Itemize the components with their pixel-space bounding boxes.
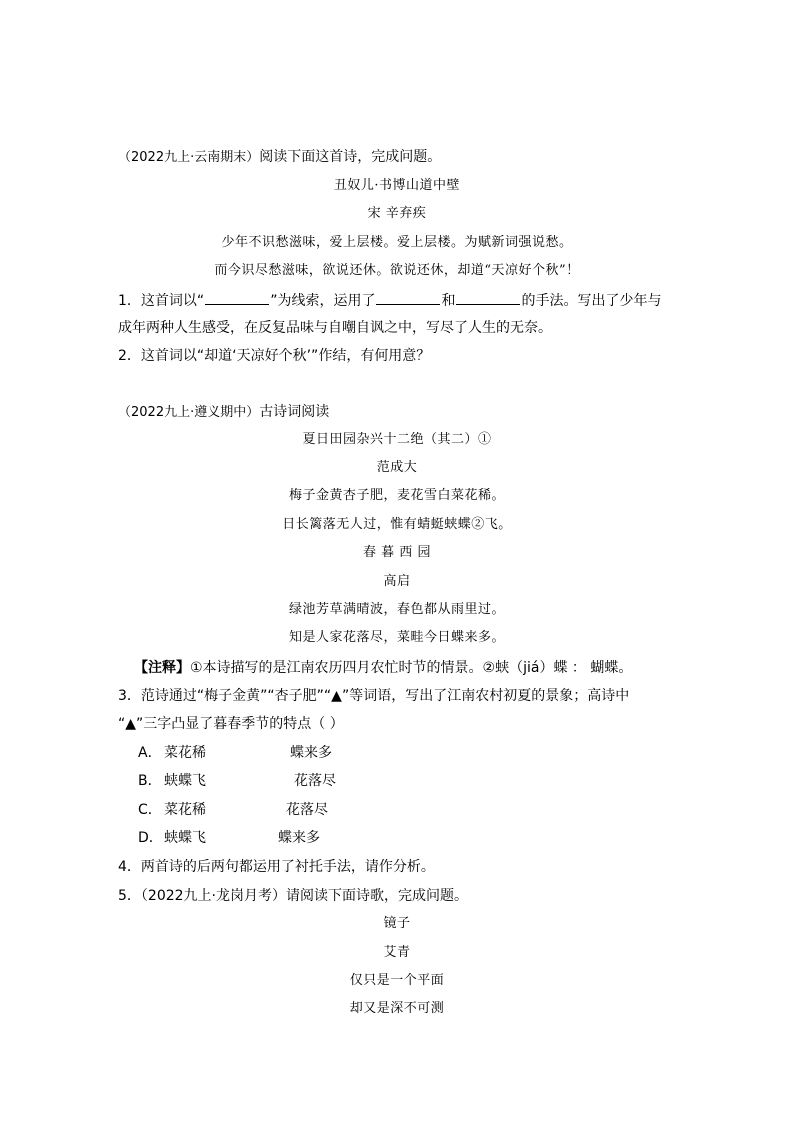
answer-blank[interactable]	[376, 290, 440, 305]
question-text: ”为线索，运用了	[270, 293, 376, 309]
annotation-text: ①本诗描写的是江南农历四月农忙时节的情景。②蛱（jiá）蝶 ： 蝴蝶。	[190, 660, 633, 676]
poem-line: 绿池芳草满晴波，春色都从雨里过。	[288, 602, 505, 617]
option-letter: A．	[138, 745, 162, 761]
poem-line: 却又是深不可测	[349, 1001, 445, 1016]
poem1-author: 范成大	[376, 460, 418, 475]
question-4: 4．两首诗的后两句都运用了衬托手法，请作分析。	[118, 859, 435, 875]
option-text: 花落尽	[286, 802, 328, 818]
section1-header	[118, 147, 441, 168]
poem-line: 知是人家花落尽，菜畦今日蝶来多。	[288, 630, 505, 645]
question-2: 2．这首词以“却道‘天凉好个秋’”作结，有何用意？	[118, 348, 431, 364]
option-text: 蝶来多	[278, 830, 320, 846]
answer-blank[interactable]	[456, 290, 520, 305]
option-letter: B．	[138, 773, 162, 789]
question-text: 这首词以“	[140, 293, 205, 309]
question-1-continued: 成年两种人生感受，在反复品味与自嘲自讽之中，写尽了人生的无奈。	[118, 320, 552, 336]
option-b[interactable]	[138, 771, 336, 791]
section1-source: （2022九上·云南期末）	[118, 150, 260, 165]
poem-author: 宋 辛弃疾	[367, 206, 427, 221]
answer-blank[interactable]	[205, 290, 269, 305]
poem1-title: 夏日田园杂兴十二绝（其二）①	[302, 432, 492, 447]
poem2-author: 高启	[383, 574, 411, 589]
annotation-label: 【注释】	[134, 660, 190, 676]
option-c[interactable]	[138, 800, 328, 820]
option-text: 菜花稀	[164, 802, 206, 818]
question-3-continued: “▲”三字凸显了暮春季节的特点（ ）	[118, 716, 344, 732]
poem2-title: 春 暮 西 园	[363, 545, 431, 560]
option-text: 花落尽	[294, 773, 336, 789]
option-text: 菜花稀	[164, 745, 206, 761]
poem-line: 而今识尽愁滋味，欲说还休。欲说还休，却道“天凉好个秋”！	[214, 263, 580, 278]
poem-line: 日长篱落无人过，惟有蜻蜓蛱蝶②飞。	[282, 517, 512, 532]
poem-line: 少年不识愁滋味，爱上层楼。爱上层楼。为赋新词强说愁。	[221, 235, 573, 250]
question-text: 的手法。写出了少年与	[521, 293, 662, 309]
option-d[interactable]	[138, 828, 320, 848]
option-text: 蛱蝶飞	[164, 830, 206, 846]
poem-line: 仅只是一个平面	[349, 973, 445, 988]
question-text: 和	[441, 293, 456, 309]
annotation	[134, 658, 632, 678]
option-letter: C．	[138, 802, 162, 818]
question-3: 3．范诗通过“梅子金黄”“杏子肥”“▲”等词语，写出了江南农村初夏的景象；高诗中	[118, 688, 630, 704]
option-a[interactable]	[138, 743, 332, 763]
option-letter: D．	[138, 830, 163, 846]
poem3-author: 艾青	[383, 945, 411, 960]
poem-line: 梅子金黄杏子肥，麦花雪白菜花稀。	[288, 488, 505, 503]
section2-source: （2022九上·遵义期中）	[118, 405, 260, 420]
question-5: 5．（2022九上·龙岗月考）请阅读下面诗歌，完成问题。	[118, 888, 468, 904]
question-1	[118, 290, 661, 311]
section2-intro: 古诗词阅读	[259, 404, 330, 420]
poem-title: 丑奴儿·书博山道中壁	[333, 178, 461, 193]
question-number: 1．	[118, 293, 141, 309]
poem3-title: 镜子	[383, 916, 411, 931]
option-text: 蝶来多	[290, 745, 332, 761]
section1-intro: 阅读下面这首诗，完成问题。	[259, 149, 442, 165]
section2-header	[118, 402, 329, 423]
option-text: 蛱蝶飞	[164, 773, 206, 789]
